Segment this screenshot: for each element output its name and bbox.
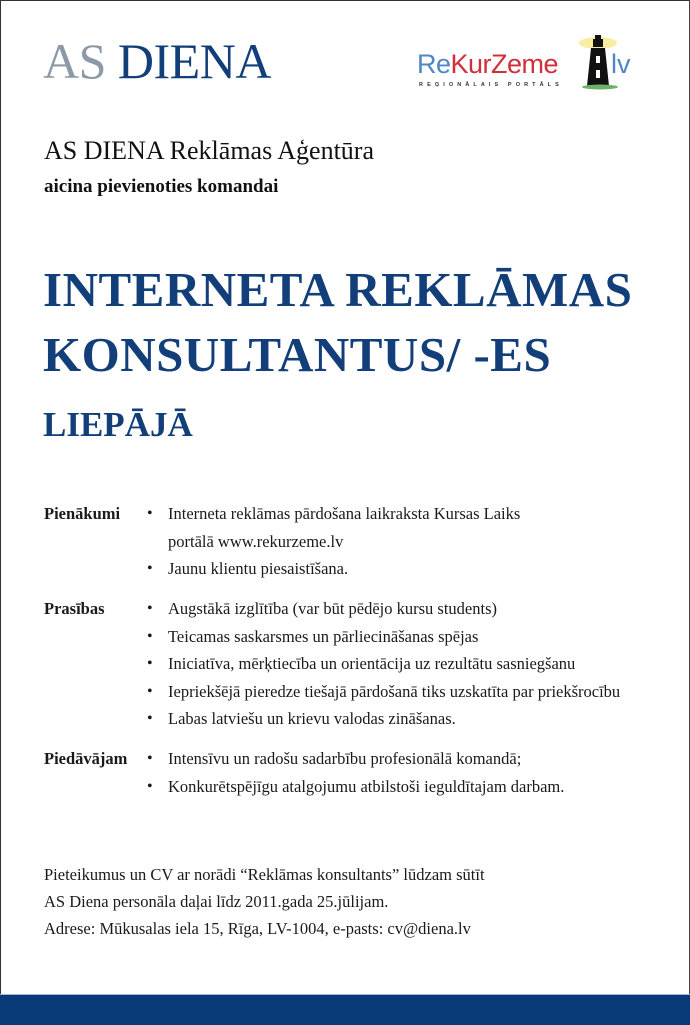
apply-line: Pieteikumus un CV ar norādi “Reklāmas konsultants” lūdzam sūtīt	[44, 865, 485, 884]
list-item: • Konkurētspējīgu atalgojumu atbilstoši ieguldītajam darbam.	[168, 773, 684, 801]
section-offer	[44, 745, 684, 800]
bottom-bar	[0, 994, 690, 1025]
list-item: • Intensīvu un radošu sadarbību profesionālā komandā;	[168, 745, 684, 773]
invite-text: aicina pievienoties komandai	[44, 176, 279, 197]
as-diena-logo	[43, 33, 271, 89]
logo-diena: DIENA	[117, 33, 271, 89]
rekurzeme-logo	[417, 34, 642, 94]
list-item: • Iniciatīva, mērķtiecība un orientācija uz rezultātu sasniegšanu	[168, 650, 684, 678]
job-location: LIEPĀJĀ	[43, 405, 193, 444]
section-label: Pienākumi	[44, 504, 121, 523]
rk-lv: lv	[611, 49, 631, 79]
application-info	[44, 861, 485, 942]
requirements-list	[44, 595, 684, 733]
list-item: • Augstākā izglītība (var būt pēdējo kursu students)	[168, 595, 684, 623]
rk-tagline: REĢIONĀLAIS PORTĀLS	[419, 82, 563, 88]
offer-list	[44, 745, 684, 800]
section-label: Prasības	[44, 599, 105, 618]
rk-wordmark	[417, 51, 558, 78]
deadline-line: AS Diena personāla daļai līdz 2011.gada 25.jūlijam.	[44, 892, 389, 911]
list-item: • Teicamas saskarsmes un pārliecināšanas spējas	[168, 623, 684, 651]
rk-re: Re	[417, 49, 451, 79]
duties-list	[44, 500, 684, 583]
agency-name: AS DIENA Reklāmas Aģentūra	[44, 136, 375, 165]
job-title-line2: KONSULTANTUS/ -ES	[43, 327, 552, 382]
section-label: Piedāvājam	[44, 749, 128, 768]
section-requirements	[44, 595, 684, 733]
list-item: • Interneta reklāmas pārdošana laikraksta Kursas Laiks portālā www.rekurzeme.lv	[168, 500, 568, 555]
job-title-line1: INTERNETA REKLĀMAS	[43, 262, 633, 317]
logo-as: AS	[43, 33, 106, 89]
list-item: • Iepriekšējā pieredze tiešajā pārdošanā tiks uzskatīta par priekšrocību	[168, 678, 684, 706]
section-duties	[44, 500, 684, 583]
list-item: • Labas latviešu un krievu valodas zināšanas.	[168, 705, 684, 733]
address-line: Adrese: Mūkusalas iela 15, Rīga, LV-1004, e-pasts: cv@diena.lv	[44, 919, 471, 938]
list-item: • Jaunu klientu piesaistīšana.	[168, 555, 684, 583]
rk-kurzeme: KurZeme	[450, 49, 559, 79]
